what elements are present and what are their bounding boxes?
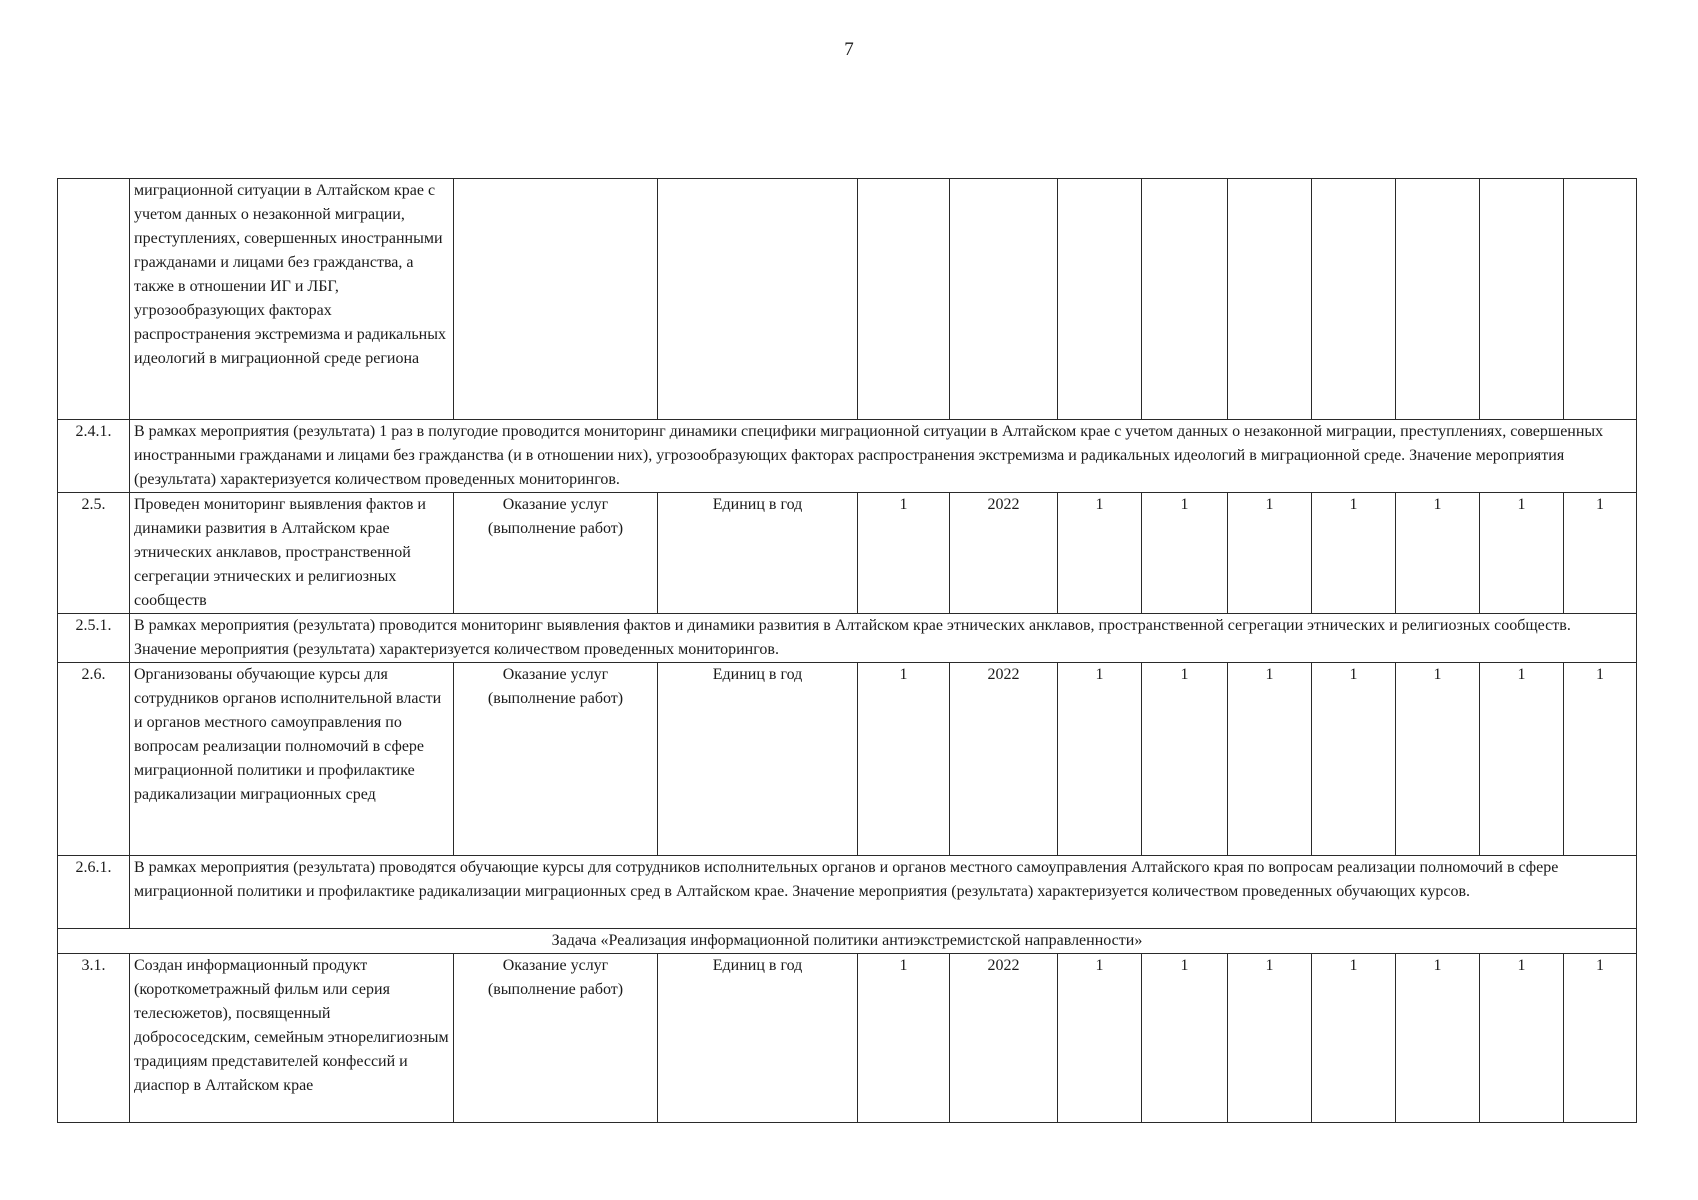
base-year-cell: 2022 (950, 663, 1058, 856)
empty-cell (1396, 179, 1480, 420)
empty-cell (1058, 179, 1142, 420)
empty-cell (454, 179, 658, 420)
base-year-cell: 2022 (950, 493, 1058, 614)
value-cell: 1 (1058, 493, 1142, 614)
empty-cell (1480, 179, 1564, 420)
base-value-cell: 1 (858, 493, 950, 614)
value-cell: 1 (1312, 954, 1396, 1123)
row-number-cell: 2.6.1. (58, 856, 130, 929)
result-name-cell: миграционной ситуации в Алтайском крае с учетом данных о незаконной миграции, преступлениях, совершенных иностранными гражданами и лицами без гражданства, а также в отношении ИГ и ЛБГ, угрозообразующих факторах распространения экстремизма и радикальных идеологий в миграционной среде региона (130, 179, 454, 420)
value-cell: 1 (1480, 663, 1564, 856)
row-number-cell: 2.4.1. (58, 420, 130, 493)
value-cell: 1 (1396, 493, 1480, 614)
description-cell: В рамках мероприятия (результата) 1 раз в полугодие проводится мониторинг динамики специфики миграционной ситуации в Алтайском крае с учетом данных о незаконной миграции, преступлениях, совершенных иностранными гражданами и лицами без гражданства (и в отношении них), угрозообразующих факторах распространения экстремизма и радикальных идеологий в миграционной среде. Значение мероприятия (результата) характеризуется количеством проведенных мониторингов. (130, 420, 1637, 493)
value-cell: 1 (1142, 663, 1228, 856)
empty-cell (858, 179, 950, 420)
table-row-3-1 (58, 954, 1637, 1123)
result-name-cell: Проведен мониторинг выявления фактов и динамики развития в Алтайском крае этнических анклавов, пространственной сегрегации этнических и религиозных сообществ (130, 493, 454, 614)
table-row-2-5-1 (58, 614, 1637, 663)
base-value-cell: 1 (858, 663, 950, 856)
result-type-cell: Оказание услуг (выполнение работ) (454, 954, 658, 1123)
table-row-2-4-1 (58, 420, 1637, 493)
value-cell: 1 (1228, 493, 1312, 614)
row-number-cell (58, 179, 130, 420)
value-cell: 1 (1142, 493, 1228, 614)
value-cell: 1 (1058, 663, 1142, 856)
row-number-cell: 2.5.1. (58, 614, 130, 663)
value-cell: 1 (1312, 493, 1396, 614)
value-cell: 1 (1564, 493, 1637, 614)
empty-cell (1228, 179, 1312, 420)
result-name-cell: Создан информационный продукт (короткометражный фильм или серия телесюжетов), посвященный добрососедским, семейным этнорелигиозным традициям представителей конфессий и диаспор в Алтайском крае (130, 954, 454, 1123)
base-year-cell: 2022 (950, 954, 1058, 1123)
value-cell: 1 (1396, 954, 1480, 1123)
empty-cell (1564, 179, 1637, 420)
row-number-cell: 2.5. (58, 493, 130, 614)
value-cell: 1 (1142, 954, 1228, 1123)
row-number-cell: 2.6. (58, 663, 130, 856)
value-cell: 1 (1480, 954, 1564, 1123)
table-row-2-6 (58, 663, 1637, 856)
unit-cell: Единиц в год (658, 663, 858, 856)
value-cell: 1 (1564, 663, 1637, 856)
result-type-cell: Оказание услуг (выполнение работ) (454, 493, 658, 614)
unit-cell: Единиц в год (658, 954, 858, 1123)
task-heading-cell: Задача «Реализация информационной политики антиэкстремистской направленности» (58, 929, 1637, 954)
value-cell: 1 (1312, 663, 1396, 856)
value-cell: 1 (1480, 493, 1564, 614)
table-row-continuation (58, 179, 1637, 420)
result-type-cell: Оказание услуг (выполнение работ) (454, 663, 658, 856)
table-row-task-header (58, 929, 1637, 954)
value-cell: 1 (1058, 954, 1142, 1123)
row-number-cell: 3.1. (58, 954, 130, 1123)
result-name-cell: Организованы обучающие курсы для сотрудников органов исполнительной власти и органов местного самоуправления по вопросам реализации полномочий в сфере миграционной политики и профилактике радикализации миграционных сред (130, 663, 454, 856)
empty-cell (950, 179, 1058, 420)
page-number: 7 (844, 39, 854, 60)
value-cell: 1 (1228, 663, 1312, 856)
value-cell: 1 (1396, 663, 1480, 856)
empty-cell (658, 179, 858, 420)
table-row-2-6-1 (58, 856, 1637, 929)
value-cell: 1 (1564, 954, 1637, 1123)
base-value-cell: 1 (858, 954, 950, 1123)
results-table (57, 178, 1637, 1123)
description-cell: В рамках мероприятия (результата) проводятся обучающие курсы для сотрудников исполнительных органов и органов местного самоуправления Алтайского края по вопросам реализации полномочий в сфере миграционной политики и профилактике радикализации миграционных сред в Алтайском крае. Значение мероприятия (результата) характеризуется количеством проведенных обучающих курсов. (130, 856, 1637, 929)
description-cell: В рамках мероприятия (результата) проводится мониторинг выявления фактов и динамики развития в Алтайском крае этнических анклавов, пространственной сегрегации этнических и религиозных сообществ. Значение мероприятия (результата) характеризуется количеством проведенных мониторингов. (130, 614, 1637, 663)
table-row-2-5 (58, 493, 1637, 614)
empty-cell (1142, 179, 1228, 420)
value-cell: 1 (1228, 954, 1312, 1123)
empty-cell (1312, 179, 1396, 420)
unit-cell: Единиц в год (658, 493, 858, 614)
